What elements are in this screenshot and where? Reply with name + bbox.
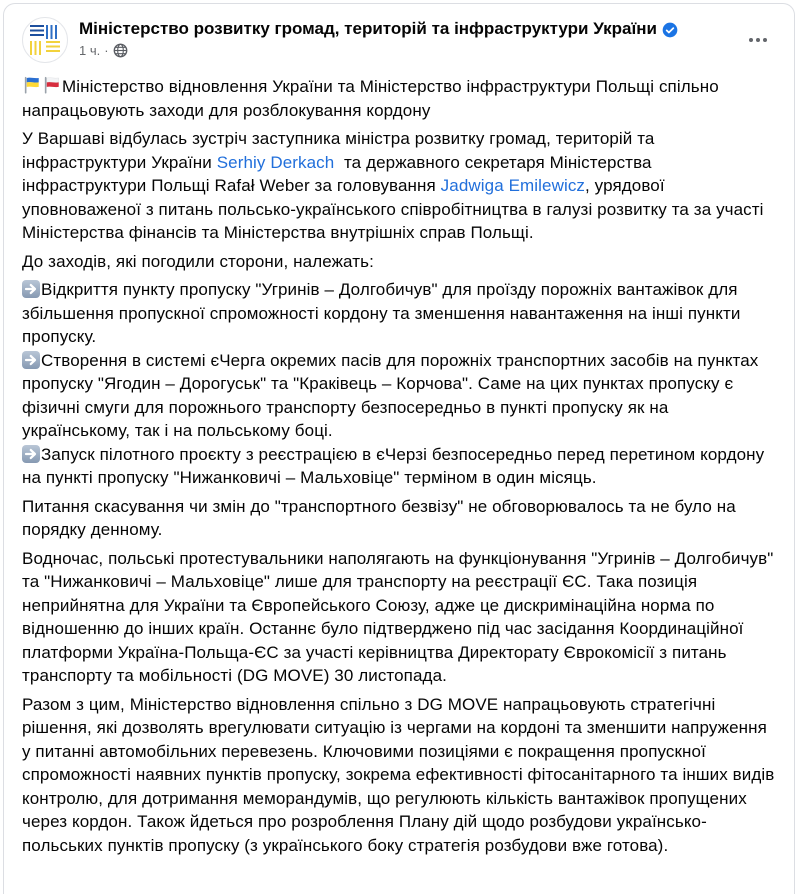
post-paragraph: Разом з цим, Міністерство відновлення спільно з DG MOVE напрацьовують стратегічні рішення, які дозволять врегулювати ситуацію із чергами на кордоні та зменшити напруження у питанні автомобільних перевезень. Ключовими позиціями є покращення пропускної спроможності наявних пунктів пропуску, зокрема ефективності фітосанітарного та інших видів контролю, для дотримання меморандумів, що регулюють кількість вантажівок пропущених через кордон. Також йдеться про розроблення Плану дій щодо розбудови українсько-польських пунктів пропуску (з українського боку стратегія розбудови вже готова).	[22, 694, 775, 855]
post-header	[4, 4, 794, 69]
post-paragraph	[22, 278, 778, 490]
verified-badge-icon	[662, 22, 678, 38]
post-list-item: Створення в системі єЧерга окремих пасів для порожніх транспортних засобів на пунктах пропуску "Ягодин – Дорогуськ" та "Краківець – Корчова". Саме на цих пунктах пропуску є фізичні смуги для порожнього транспорту безпосередньо в пункті пропуску як на українському, так і на польському боці.	[22, 350, 759, 440]
post-timestamp[interactable]: 1 ч.	[79, 43, 101, 58]
dot-separator: ·	[104, 43, 109, 58]
right-arrow-emoji	[22, 445, 40, 463]
header-texts	[79, 17, 778, 58]
post-paragraph: Міністерство відновлення України та Міністерство інфраструктури Польщі спільно напрацьовують заходи для розблокування кордону	[22, 77, 719, 120]
profile-link-serhiy-derkach[interactable]: Serhiy Derkach	[216, 152, 335, 172]
page-name-link[interactable]: Міністерство розвитку громад, територій та інфраструктури України	[79, 19, 657, 38]
ministry-logo-icon	[30, 25, 60, 55]
facebook-post-card	[3, 3, 795, 894]
public-audience-globe-icon	[113, 43, 128, 58]
post-paragraph: У Варшаві відбулась зустріч заступника міністра розвитку громад, територій та інфраструктури України Serhiy Derkach та державного секретаря Міністерства інфраструктури Польщі Rafał Weber за головування Jadwiga Emilewicz, урядової уповноваженої з питань польсько-українського співробітництва в галузі розвитку та за участі Міністерства фінансів та Міністерства внутрішніх справ Польщі.	[22, 129, 764, 242]
right-arrow-emoji	[22, 280, 40, 298]
ukraine-flag-emoji	[22, 75, 42, 95]
post-list-item: Відкриття пункту пропуску "Угринів – Долгобичув" для проїзду порожніх вантажівок для збільшення пропускної спроможності кордону та зменшення навантаження на інші пункти пропуску.	[22, 280, 741, 346]
post-paragraph: Питання скасування чи змін до "транспортного безвізу" не обговорювалось та не було на порядку денному.	[22, 496, 736, 539]
post-paragraph: До заходів, які погодили сторони, належать:	[22, 251, 374, 271]
post-options-button[interactable]	[742, 28, 774, 52]
post-paragraph: Водночас, польські протестувальники наполягають на функціонування "Угринів – Долгобичув" та "Нижанковичі – Мальховіце" лише для транспорту на реєстрації ЄС. Така позиція неприйнятна для України та Європейського Союзу, адже це дискримінаційна норма по відношенню до інших країн. Останнє було підтверджено під час засідання Координаційної платформи Україна-Польща-ЄС за участі керівництва Директорату Єврокомісії з питань транспорту та мобільності (DG MOVE) 30 листопада.	[22, 548, 774, 685]
post-text	[4, 69, 794, 882]
post-list-item: Запуск пілотного проєкту з реєстрацією в єЧерзі безпосередньо перед перетином кордону на пункті пропуску "Нижанковичі – Мальховіце" терміном в один місяць.	[22, 444, 765, 487]
page-avatar[interactable]	[22, 17, 68, 63]
ellipsis-icon	[749, 38, 767, 42]
poland-flag-emoji	[42, 75, 62, 95]
right-arrow-emoji	[22, 351, 40, 369]
profile-link-jadwiga-emilewicz[interactable]: Jadwiga Emilewicz	[440, 176, 586, 195]
